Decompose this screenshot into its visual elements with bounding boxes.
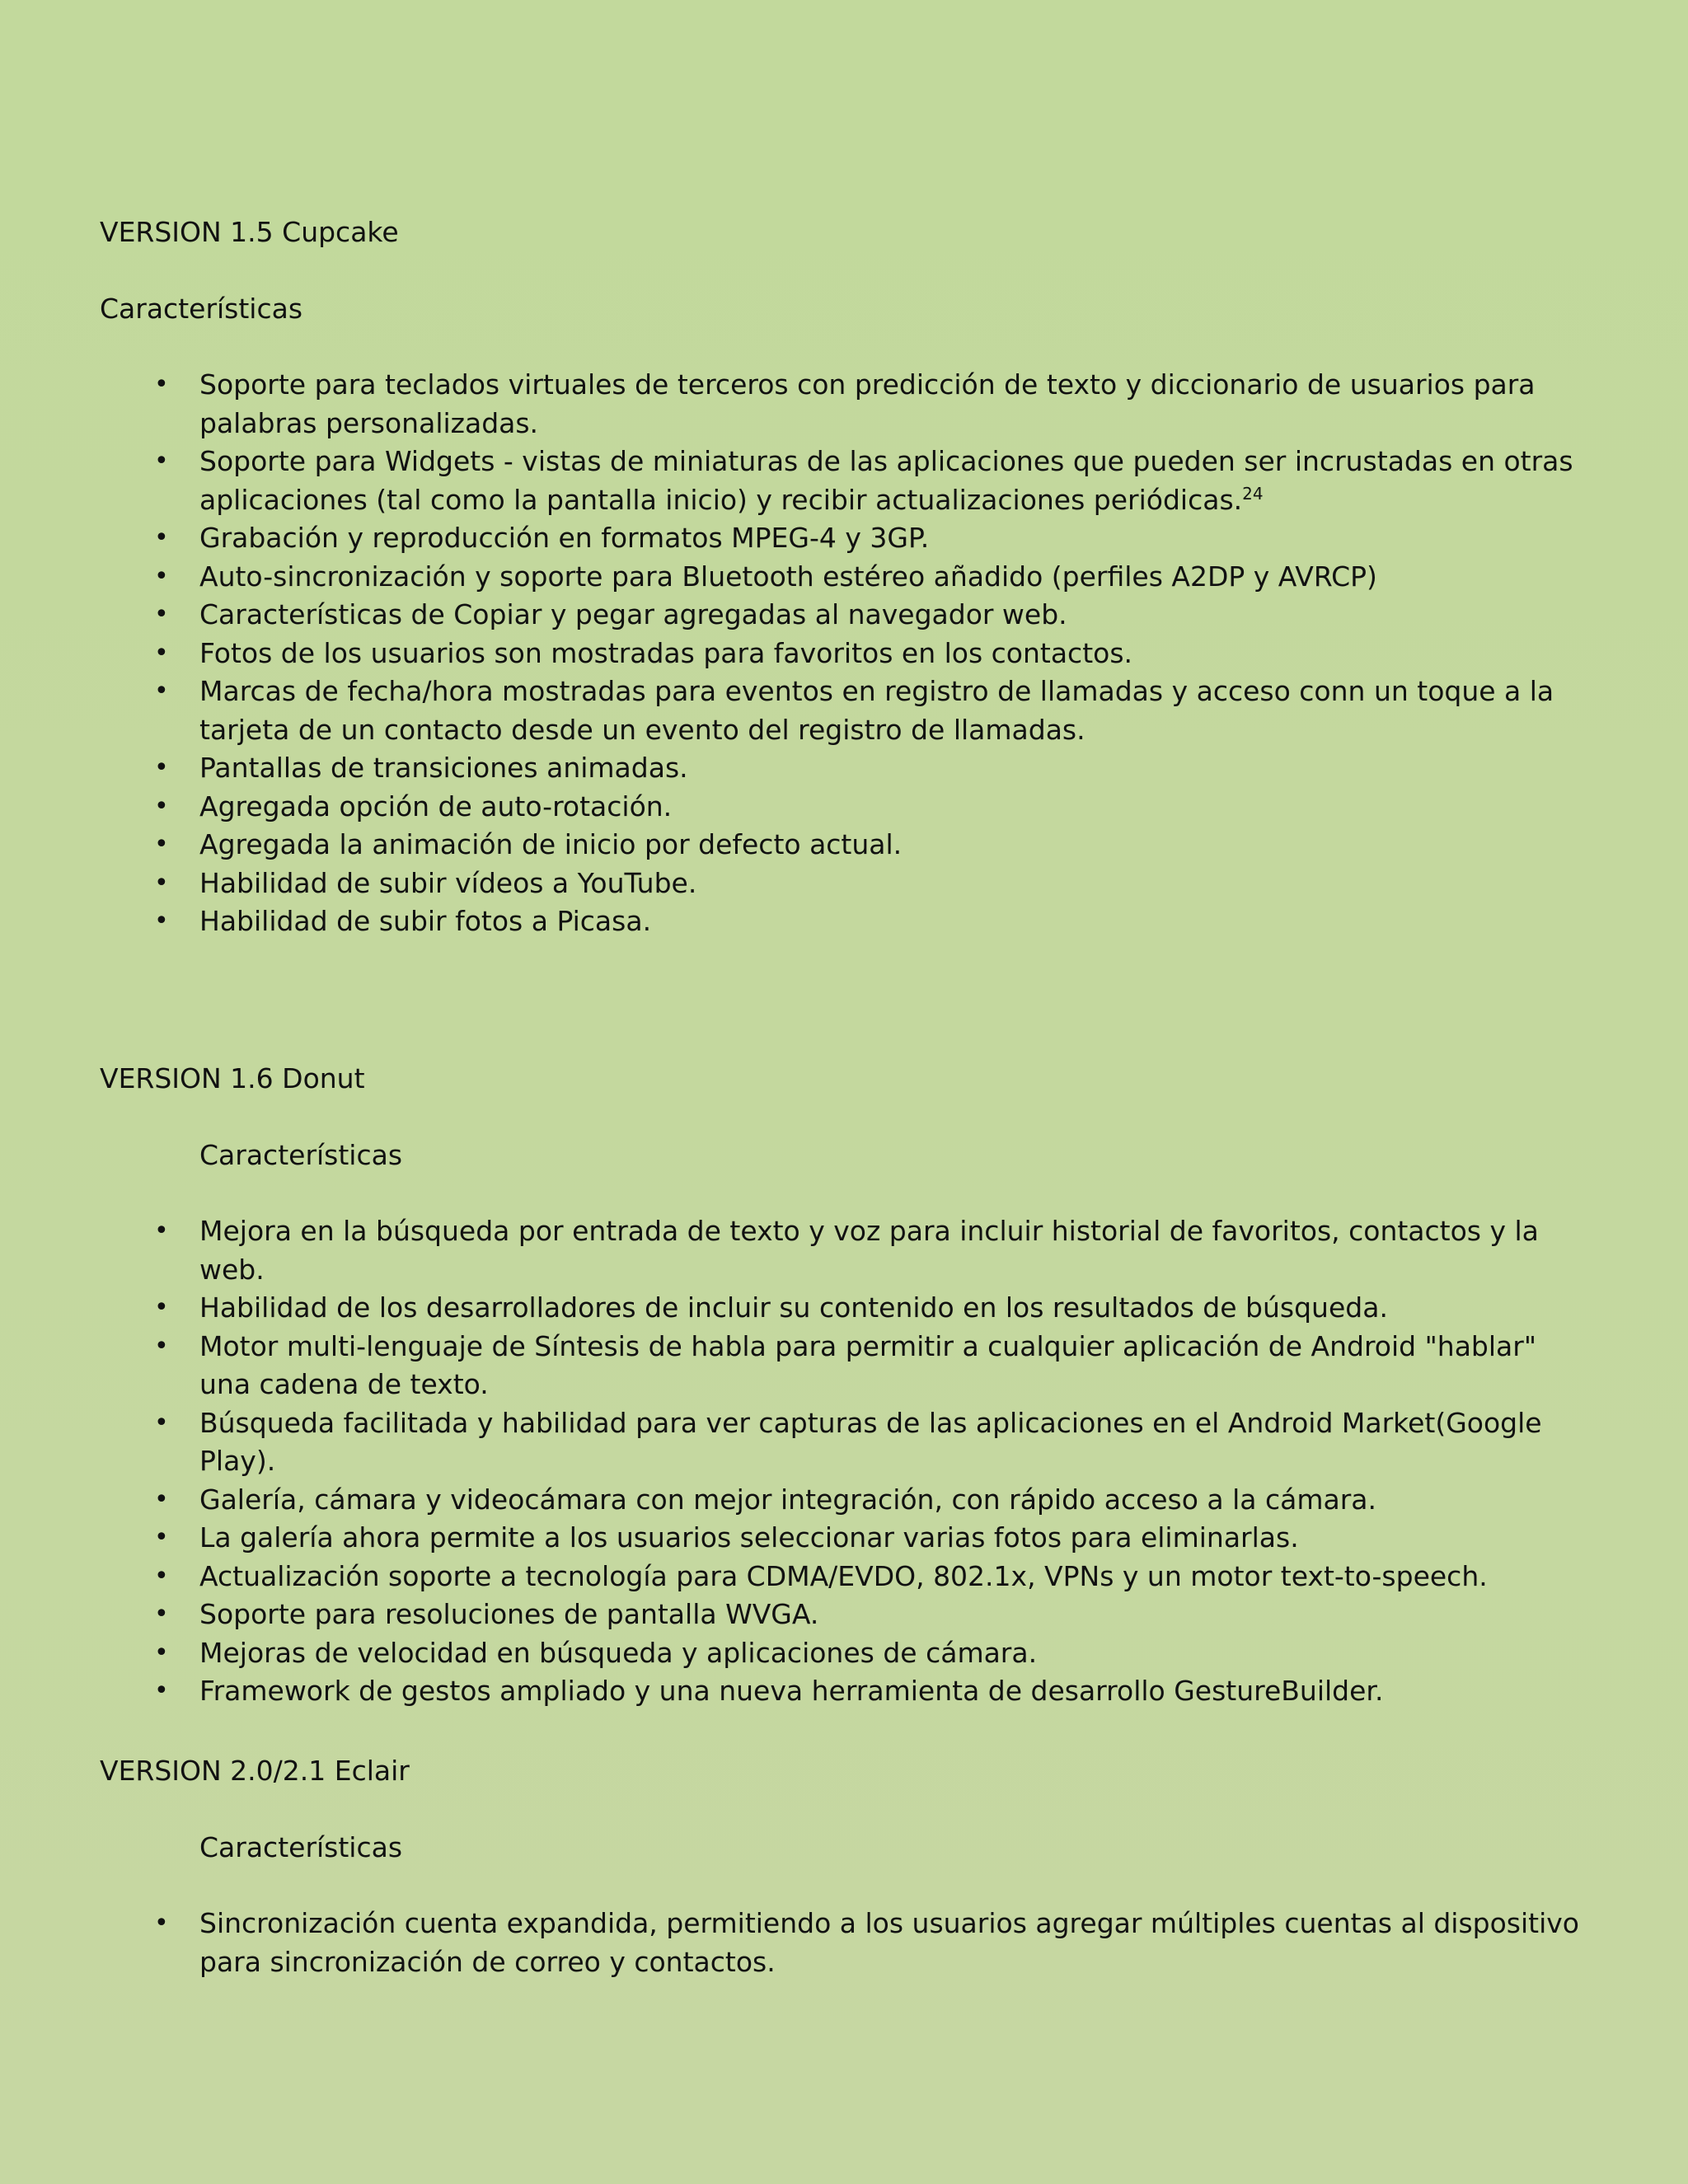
bullet-icon: • bbox=[154, 370, 169, 399]
list-item: • Soporte para teclados virtuales de terceros con predicción de texto y diccionario de usuarios para palabras personalizadas. bbox=[100, 366, 1583, 443]
list-item: • Mejoras de velocidad en búsqueda y aplicaciones de cámara. bbox=[100, 1634, 1583, 1673]
section-title: VERSION 1.5 Cupcake bbox=[100, 216, 399, 248]
bullet-icon: • bbox=[154, 1484, 169, 1514]
list-item: • Soporte para Widgets - vistas de miniaturas de las aplicaciones que pueden ser incrustadas en otras aplicaciones (tal como la pantalla inicio) y recibir actualizaciones periódicas.$^{24}$ bbox=[100, 443, 1583, 519]
bullet-icon: • bbox=[154, 1331, 169, 1361]
list-item: • Motor multi-lenguaje de Síntesis de habla para permitir a cualquier aplicación de Android "hablar" una cadena de texto. bbox=[100, 1328, 1583, 1404]
list-item: • Agregada la animación de inicio por defecto actual. bbox=[100, 826, 1583, 865]
section-title: VERSION 1.6 Donut bbox=[100, 1062, 365, 1094]
bullet-icon: • bbox=[154, 1216, 169, 1245]
bullet-icon: • bbox=[154, 753, 169, 782]
list-item: • Soporte para resoluciones de pantalla WVGA. bbox=[100, 1596, 1583, 1634]
list-item: • Sincronización cuenta expandida, permitiendo a los usuarios agregar múltiples cuentas al dispositivo para sincronización de correo y contactos. bbox=[100, 1905, 1583, 1981]
bullet-icon: • bbox=[154, 791, 169, 821]
list-item: • Mejora en la búsqueda por entrada de texto y voz para incluir historial de favoritos, contactos y la web. bbox=[100, 1212, 1583, 1289]
list-item: • Fotos de los usuarios son mostradas para favoritos en los contactos. bbox=[100, 635, 1583, 673]
bullet-icon: • bbox=[154, 677, 169, 705]
bullet-icon: • bbox=[154, 523, 169, 552]
list-item: • Galería, cámara y videocámara con mejor integración, con rápido acceso a la cámara. bbox=[100, 1481, 1583, 1520]
list-item: • Grabación y reproducción en formatos MPEG-4 y 3GP. bbox=[100, 519, 1583, 558]
bullet-icon: • bbox=[154, 1909, 169, 1938]
bullet-icon: • bbox=[154, 1523, 169, 1552]
list-item: • Marcas de fecha/hora mostradas para eventos en registro de llamadas y acceso conn un toque a la tarjeta de un contacto desde un evento del registro de llamadas. bbox=[100, 673, 1583, 749]
list-item: • Características de Copiar y pegar agregadas al navegador web. bbox=[100, 596, 1583, 635]
list-item: • Framework de gestos ampliado y una nueva herramienta de desarrollo GestureBuilder. bbox=[100, 1672, 1583, 1711]
list-item: • Auto-sincronización y soporte para Bluetooth estéreo añadido (perfiles A2DP y AVRCP) bbox=[100, 558, 1583, 597]
bullet-icon: • bbox=[154, 600, 169, 629]
section-subheading: Características bbox=[199, 1831, 403, 1863]
list-item: • La galería ahora permite a los usuarios seleccionar varias fotos para eliminarlas. bbox=[100, 1519, 1583, 1558]
bullet-icon: • bbox=[154, 830, 169, 859]
bullet-icon: • bbox=[154, 1408, 169, 1437]
bullet-icon: • bbox=[154, 1293, 169, 1322]
section-eclair bbox=[100, 1751, 1583, 1981]
feature-list bbox=[100, 366, 1583, 941]
section-subheading: Características bbox=[100, 293, 303, 325]
bullet-icon: • bbox=[154, 561, 169, 591]
section-title: VERSION 2.0/2.1 Eclair bbox=[100, 1755, 410, 1787]
bullet-icon: • bbox=[154, 638, 169, 668]
section-cupcake bbox=[100, 213, 1583, 941]
list-item: • Búsqueda facilitada y habilidad para ver capturas de las aplicaciones en el Android Market(Google Play). bbox=[100, 1404, 1583, 1481]
bullet-icon: • bbox=[154, 1638, 169, 1667]
bullet-icon: • bbox=[154, 907, 169, 935]
bullet-icon: • bbox=[154, 447, 169, 476]
section-subheading: Características bbox=[199, 1139, 403, 1171]
section-donut bbox=[100, 1059, 1583, 1711]
list-item: • Habilidad de subir vídeos a YouTube. bbox=[100, 865, 1583, 903]
feature-list bbox=[100, 1905, 1583, 1981]
feature-list bbox=[100, 1212, 1583, 1711]
bullet-icon: • bbox=[154, 1600, 169, 1629]
bullet-icon: • bbox=[154, 1676, 169, 1705]
bullet-icon: • bbox=[154, 868, 169, 898]
footnote-marker: 24 bbox=[1242, 483, 1264, 504]
list-item: • Pantallas de transiciones animadas. bbox=[100, 749, 1583, 788]
list-item: • Habilidad de los desarrolladores de incluir su contenido en los resultados de búsqueda. bbox=[100, 1289, 1583, 1328]
list-item: • Actualización soporte a tecnología para CDMA/EVDO, 802.1x, VPNs y un motor text-to-speech. bbox=[100, 1558, 1583, 1596]
list-item: • Agregada opción de auto-rotación. bbox=[100, 788, 1583, 827]
list-item: • Habilidad de subir fotos a Picasa. bbox=[100, 902, 1583, 941]
bullet-icon: • bbox=[154, 1561, 169, 1591]
